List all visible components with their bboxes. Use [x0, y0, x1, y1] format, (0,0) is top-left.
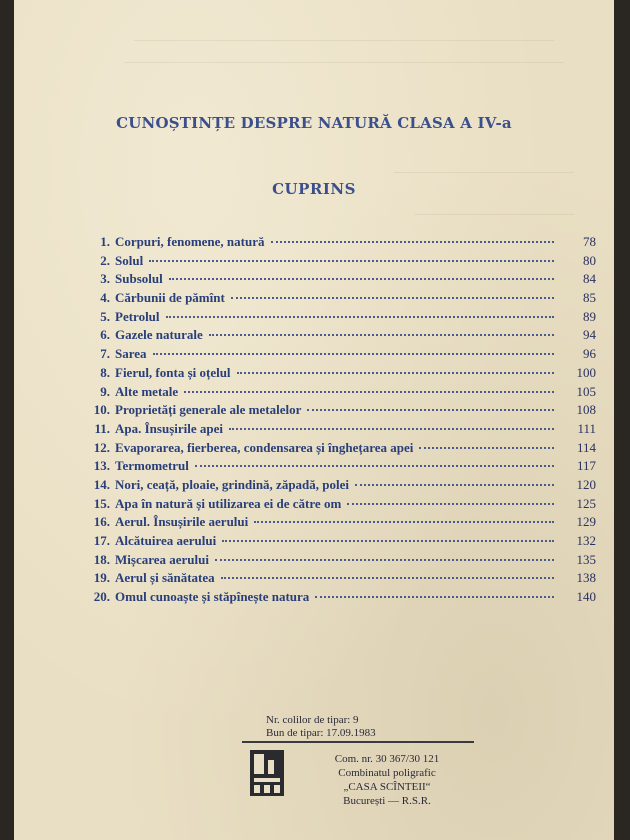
toc-entry-title: Omul cunoaște și stăpînește natura [115, 589, 310, 605]
toc-entry [86, 234, 596, 253]
toc-leader-dots [222, 540, 554, 542]
toc-entry [86, 327, 596, 346]
toc-entry-title: Sarea [115, 346, 147, 362]
toc-entry-title: Aerul și sănătatea [115, 570, 215, 586]
toc-entry-number: 8. [100, 364, 110, 380]
toc-entry [86, 253, 596, 272]
bleed-through-line [414, 214, 574, 215]
toc-entry-page: 85 [583, 290, 596, 306]
toc-entry-number: 11. [94, 420, 110, 436]
toc-entry [86, 514, 596, 533]
bleed-through-line [394, 172, 574, 173]
toc-entry-number: 7. [100, 346, 110, 362]
toc-entry [86, 533, 596, 552]
toc-entry-page: 100 [576, 364, 596, 380]
toc-entry-number: 12. [93, 439, 110, 455]
toc-entry-page: 129 [576, 514, 596, 530]
toc-entry-page: 96 [583, 346, 596, 362]
toc-entry [86, 570, 596, 589]
toc-entry-number: 6. [100, 327, 110, 343]
toc-entry [86, 440, 596, 459]
toc-entry-title: Alte metale [115, 383, 179, 399]
toc-entry-number: 9. [100, 383, 110, 399]
imprint-divider [242, 741, 474, 743]
toc-entry-title: Alcătuirea aerului [115, 533, 217, 548]
toc-entry-title: Apa în natură și utilizarea ei de către om [115, 495, 342, 511]
toc-entry-title: Fierul, fonta și oțelul [115, 364, 231, 380]
toc-entry-page: 89 [583, 308, 596, 324]
toc-entry-title: Termometrul [115, 458, 189, 474]
printer-house: „CASA SCÎNTEII“ [343, 781, 431, 793]
print-info [266, 714, 376, 740]
toc-entry [86, 589, 596, 608]
toc-leader-dots [254, 521, 554, 523]
toc-leader-dots [237, 372, 554, 374]
toc-entry-title: Petrolul [115, 308, 160, 324]
toc-entry-number: 5. [100, 308, 110, 324]
toc-entry-page: 94 [583, 327, 596, 343]
toc-entry-title: Evaporarea, fierberea, condensarea și înghețarea apei [115, 439, 414, 455]
toc-leader-dots [231, 297, 554, 299]
toc-entry-title: Aerul. Însușirile aerului [115, 514, 249, 530]
toc-leader-dots [149, 260, 554, 262]
toc-leader-dots [215, 559, 554, 561]
toc-entry-page: 105 [576, 383, 596, 399]
toc-entry-page: 140 [576, 589, 596, 605]
toc-entry-title: Gazele naturale [115, 327, 203, 343]
toc-entry-title: Apa. Însușirile apei [115, 420, 223, 436]
toc-entry-number: 14. [93, 476, 110, 492]
toc-entry-page: 117 [576, 458, 596, 474]
toc-leader-dots [229, 428, 554, 430]
toc-leader-dots [271, 241, 555, 243]
bleed-through-line [134, 40, 554, 41]
toc-leader-dots [169, 278, 554, 280]
toc-entry-page: 111 [577, 420, 596, 436]
printer-city: București — R.S.R. [343, 795, 431, 807]
toc-entry [86, 290, 596, 309]
toc-leader-dots [419, 447, 554, 449]
toc-entry-page: 84 [583, 271, 596, 287]
toc-heading: CUPRINS [272, 180, 356, 198]
toc-entry [86, 458, 596, 477]
toc-leader-dots [195, 465, 554, 467]
toc-entry-page: 114 [576, 439, 596, 455]
toc-entry-number: 16. [93, 514, 110, 530]
toc-entry [86, 384, 596, 403]
toc-entry-title: Solul [115, 252, 144, 268]
toc-entry [86, 496, 596, 515]
toc-entry-title: Proprietăți generale ale metalelor [115, 402, 302, 418]
toc-entry-page: 108 [576, 402, 596, 418]
toc-entry-title: Corpuri, fenomene, natură [115, 234, 265, 249]
toc-entry-title: Nori, ceață, ploaie, grindină, zăpadă, polei [115, 476, 349, 492]
toc-entry-number: 3. [100, 271, 110, 287]
printer-logo-icon [250, 750, 284, 796]
toc-leader-dots [209, 334, 554, 336]
toc-entry [86, 402, 596, 421]
toc-entry-number: 18. [93, 551, 110, 567]
print-date: Bun de tipar: 17.09.1983 [266, 727, 376, 739]
toc-entry-number: 19. [93, 570, 110, 586]
table-of-contents [86, 234, 596, 608]
toc-leader-dots [307, 409, 554, 411]
toc-entry-page: 80 [583, 252, 596, 268]
toc-entry-title: Mișcarea aerului [115, 551, 209, 567]
toc-entry [86, 271, 596, 290]
toc-entry-page: 120 [576, 476, 596, 492]
printer-info [292, 752, 482, 808]
toc-entry [86, 365, 596, 384]
bleed-through-line [124, 62, 564, 63]
toc-entry-page: 132 [576, 533, 596, 548]
toc-entry [86, 346, 596, 365]
toc-entry-number: 17. [93, 533, 110, 548]
toc-entry-number: 15. [93, 495, 110, 511]
toc-entry-number: 10. [93, 402, 110, 418]
toc-entry-title: Subsolul [115, 271, 163, 287]
toc-entry-number: 4. [100, 290, 110, 306]
toc-entry-number: 13. [93, 458, 110, 474]
toc-entry-page: 78 [583, 234, 596, 249]
toc-entry [86, 477, 596, 496]
toc-leader-dots [355, 484, 554, 486]
toc-leader-dots [221, 577, 554, 579]
toc-leader-dots [315, 596, 554, 598]
toc-leader-dots [347, 503, 554, 505]
toc-entry-page: 135 [576, 551, 596, 567]
order-number: Com. nr. 30 367/30 121 [334, 753, 440, 765]
toc-leader-dots [166, 316, 554, 318]
toc-entry-page: 125 [576, 495, 596, 511]
sheet-count: Nr. colilor de tipar: 9 [266, 714, 359, 726]
book-page [14, 0, 614, 840]
toc-entry-number: 20. [93, 589, 110, 605]
toc-entry [86, 421, 596, 440]
toc-entry-number: 1. [100, 234, 110, 249]
toc-entry [86, 309, 596, 328]
toc-entry [86, 552, 596, 571]
toc-entry-number: 2. [100, 252, 110, 268]
book-title: CUNOȘTINȚE DESPRE NATURĂ CLASA A IV-a [116, 114, 512, 132]
toc-leader-dots [153, 353, 554, 355]
toc-leader-dots [184, 391, 554, 393]
printer-name: Combinatul poligrafic [338, 767, 436, 779]
toc-entry-title: Cărbunii de pămînt [115, 290, 225, 306]
toc-entry-page: 138 [576, 570, 596, 586]
